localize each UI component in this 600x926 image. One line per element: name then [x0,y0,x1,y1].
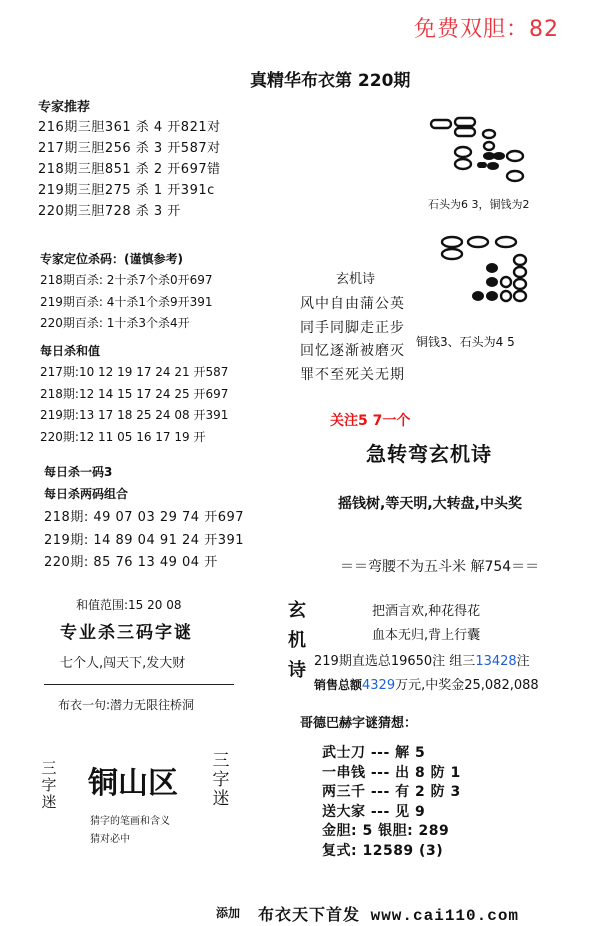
riddle-title: 专业杀三码字谜 [60,623,193,643]
sales-text: 注 [516,654,530,669]
matchstick-puzzle-top [425,112,535,192]
list-item: 罪不至死关无期 [300,366,405,383]
list-item: 219期三胆275 杀 1 开391c [38,183,215,198]
list-item: 220期三胆728 杀 3 开 [38,204,181,219]
expert-heading: 专家推荐 [38,100,91,115]
xuanji-vertical-label: 玄机诗 [288,600,306,681]
poem-lines [300,293,405,387]
riddle-line: 七个人,闯天下,发大财 [60,656,186,671]
goldbach-heading: 哥德巴赫字谜猜想： [300,716,418,731]
sales-text: 万元,中奖金25,082,088 [395,678,539,693]
sales-line-2 [314,674,539,693]
buyi-saying: 布衣一句:潜力无限往桥洞 [58,698,195,712]
list-item: 220期百杀: 1十杀3个杀4开 [40,316,190,330]
list-item: 金胆: 5 银胆: 289 [322,823,450,839]
two-code-list [44,507,244,575]
poem-heading: 玄机诗 [336,272,376,287]
free-double-badge: 免费双胆：82 [414,17,559,42]
list-item: 血本无归,背上行囊 [372,628,481,643]
list-item: 217期:10 12 19 17 24 21 开587 [40,365,229,379]
follow-note: 关注5 7一个 [330,413,411,429]
slogan: 摇钱树,等天明,大转盘,中头奖 [338,496,522,512]
sales-value: 4329 [362,678,396,693]
list-item: 送大家 --- 见 9 [322,803,426,820]
tongshan-note: 猜字的笔画和含义 [90,816,170,827]
two-code-heading: 每日杀两码组合 [44,487,129,501]
puzzle-top-caption: 石头为6 3，铜钱为2 [428,198,530,211]
expert-list [38,117,221,222]
divider [44,684,234,685]
daily-kill-one: 每日杀一码3 [44,465,113,479]
list-item: 武士刀 --- 解 5 [322,745,426,761]
sales-value: 13428 [475,654,517,669]
list-item: 回忆逐渐被磨灭 [300,343,405,359]
list-item: 把酒言欢,种花得花 [372,604,481,619]
position-kill-list [40,270,213,335]
matchstick-puzzle-bottom [436,232,540,312]
list-item: 219期百杀: 4十杀1个杀9开391 [40,294,213,309]
list-item: 216期三胆361 杀 4 开821对 [38,120,221,135]
poem2-title: 急转弯玄机诗 [366,442,492,466]
list-item: 220期:12 11 05 16 17 19 开 [40,429,206,444]
list-item: 复式: 12589 (3) [322,842,444,859]
list-item: 219期:13 17 18 25 24 08 开391 [40,408,229,422]
list-item: 两三千 --- 有 2 防 3 [322,784,461,800]
page-title: 真精华布衣第 220期 [250,71,411,91]
list-item: 风中自由蒲公英 [300,296,405,312]
list-item: 218期:12 14 15 17 24 25 开697 [40,386,229,401]
list-item: 220期: 85 76 13 49 04 开 [44,555,218,570]
sum-range: 和值范围:15 20 08 [76,598,182,612]
sales-text: 销售总额 [314,678,363,692]
sales-line-1 [314,650,530,669]
tongshan-note: 猜对必中 [90,834,130,845]
list-item: 一串钱 --- 出 8 防 1 [322,764,461,781]
list-item: 218期百杀: 2十杀7个杀0开697 [40,273,213,287]
list-item: 同手同脚走正步 [300,319,405,336]
sales-text: 219期直选总19650注 组三 [314,654,476,669]
list-item: 218期: 49 07 03 29 74 开697 [44,510,245,525]
tongshan-main: 铜山区 [88,766,178,801]
goldbach-list [322,744,461,861]
right-vertical-label: 三字迷 [212,751,230,809]
list-item: 219期: 14 89 04 91 24 开391 [44,532,245,548]
footer-link[interactable]: 布衣天下首发 www.cai110.com [258,907,520,925]
list-item: 217期三胆256 杀 3 开587对 [38,141,221,156]
daily-sum-kill-heading: 每日杀和值 [40,344,101,358]
riddle-line-yao: ＝＝弯腰不为五斗米 解754＝＝ [340,559,540,575]
list-item: 218期三胆851 杀 2 开697错 [38,162,221,177]
footer-add: 添加 [216,906,241,920]
left-vertical-label: 三字迷 [41,759,57,811]
position-kill-heading: 专家定位杀码：(谨慎参考) [40,252,183,266]
xuanji-lines [372,600,480,648]
puzzle-bottom-caption: 铜钱3、石头为4 5 [416,335,515,349]
daily-sum-kill-list [40,362,228,448]
